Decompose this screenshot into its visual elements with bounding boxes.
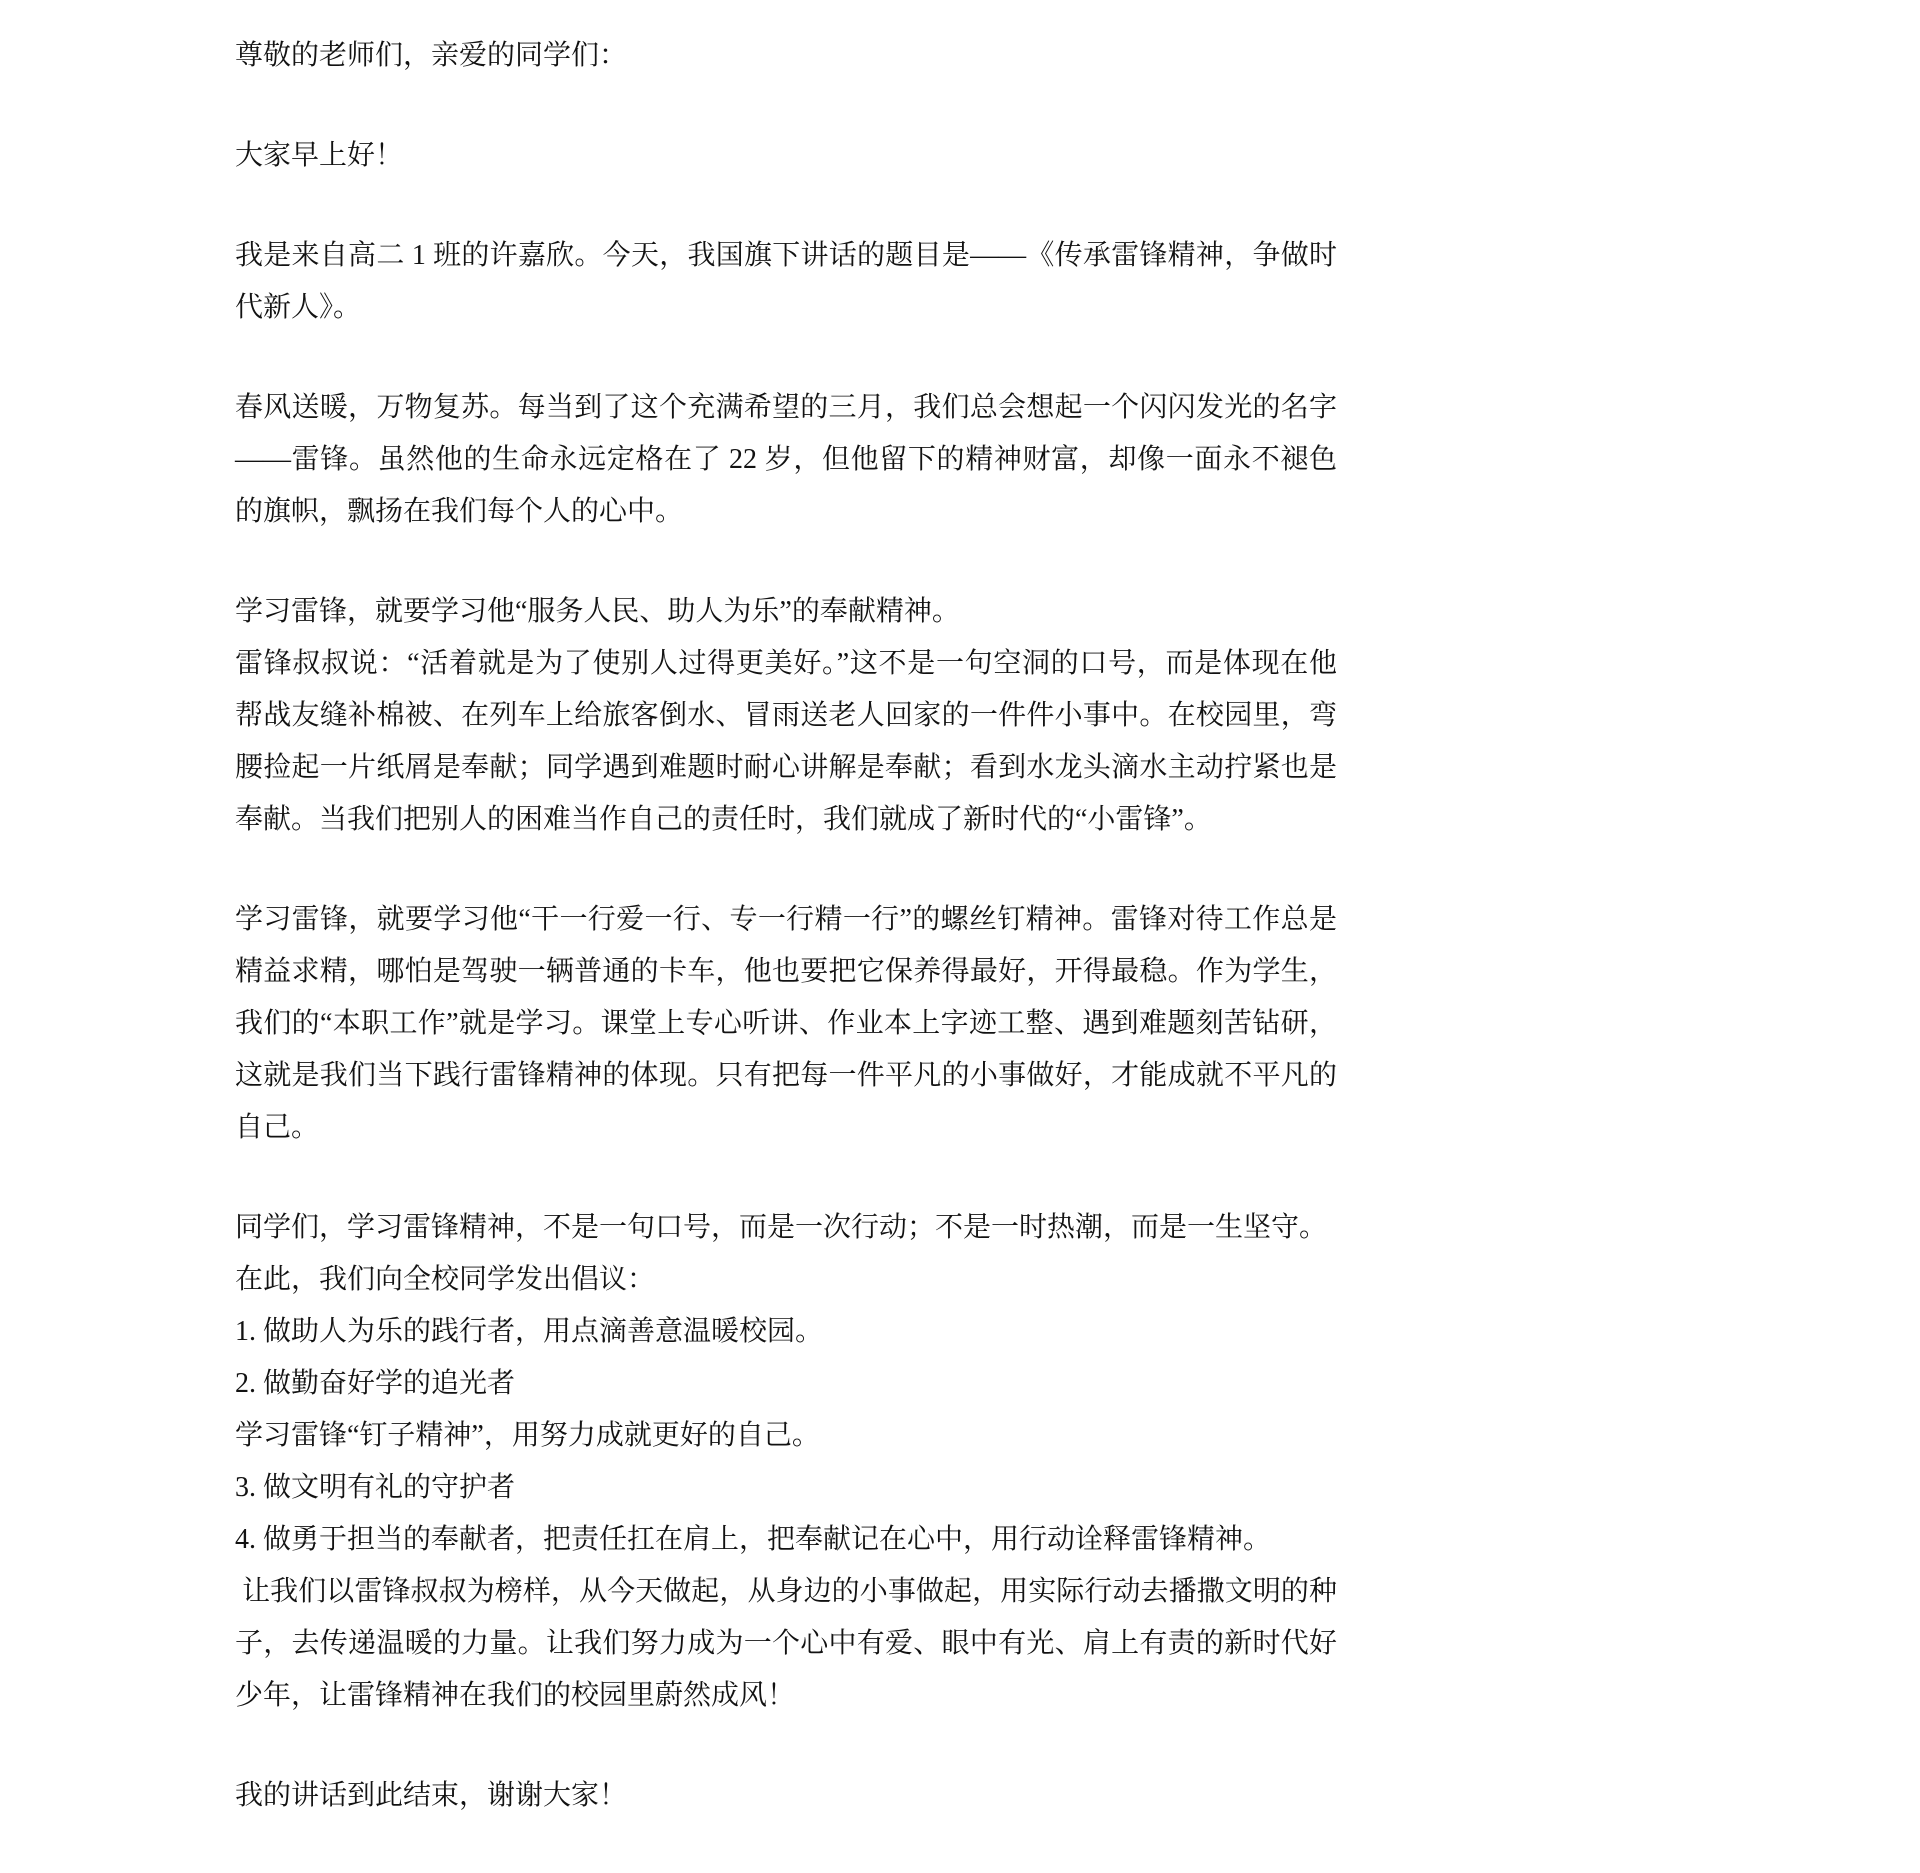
paragraph-text: 学习雷锋“钉子精神”，用努力成就更好的自己。 [235,1420,820,1451]
paragraph-text: 春风送暖，万物复苏。每当到了这个充满希望的三月，我们总会想起一个闪闪发光的名字——雷锋。虽然他的生命永远定格在了 22 岁，但他留下的精神财富，却像一面永不褪色的旗帜，飘扬在我们每个人的心中。 [235,392,1337,527]
paragraph-good-morning [235,130,1337,182]
paragraph-text: 雷锋叔叔说：“活着就是为了使别人过得更美好。”这不是一句空洞的口号，而是体现在他帮战友缝补棉被、在列车上给旅客倒水、冒雨送老人回家的一件件小事中。在校园里，弯腰捡起一片纸屑是奉献；同学遇到难题时耐心讲解是奉献；看到水龙头滴水主动拧紧也是奉献。当我们把别人的困难当作自己的责任时，我们就成了新时代的“小雷锋”。 [235,648,1337,835]
list-item-2: 2. 做勤奋好学的追光者 [235,1368,516,1399]
document-body [235,30,1337,1822]
paragraph-text: 我的讲话到此结束，谢谢大家！ [235,1780,628,1811]
paragraph-dedication-spirit [235,586,1337,846]
paragraph-text: 在此，我们向全校同学发出倡议： [235,1264,656,1295]
paragraph-proposal-list [235,1202,1337,1722]
paragraph-closing [235,1770,1337,1822]
list-item-3: 3. 做文明有礼的守护者 [235,1472,516,1503]
paragraph-text: 尊敬的老师们，亲爱的同学们： [235,40,628,71]
paragraph-spring-leifeng [235,382,1337,538]
paragraph-text: 学习雷锋，就要学习他“服务人民、助人为乐”的奉献精神。 [235,596,960,627]
paragraph-text: 让我们以雷锋叔叔为榜样，从今天做起，从身边的小事做起，用实际行动去播撒文明的种子，去传递温暖的力量。让我们努力成为一个心中有爱、眼中有光、肩上有责的新时代好少年，让雷锋精神在我们的校园里蔚然成风！ [235,1576,1337,1711]
paragraph-greeting [235,30,1337,82]
paragraph-text: 同学们，学习雷锋精神，不是一句口号，而是一次行动；不是一时热潮，而是一生坚守。 [235,1212,1328,1243]
paragraph-screw-spirit [235,894,1337,1154]
list-item-4: 4. 做勇于担当的奉献者，把责任扛在肩上，把奉献记在心中，用行动诠释雷锋精神。 [235,1524,1272,1555]
paragraph-text: 学习雷锋，就要学习他“干一行爱一行、专一行精一行”的螺丝钉精神。雷锋对待工作总是精益求精，哪怕是驾驶一辆普通的卡车，他也要把它保养得最好，开得最稳。作为学生，我们的“本职工作”就是学习。课堂上专心听讲、作业本上字迹工整、遇到难题刻苦钻研，这就是我们当下践行雷锋精神的体现。只有把每一件平凡的小事做好，才能成就不平凡的自己。 [235,904,1337,1143]
list-item-1: 1. 做助人为乐的践行者，用点滴善意温暖校园。 [235,1316,824,1347]
paragraph-text: 大家早上好！ [235,140,404,171]
paragraph-text: 我是来自高二 1 班的许嘉欣。今天，我国旗下讲话的题目是——《传承雷锋精神，争做时代新人》。 [235,240,1337,323]
paragraph-introduction [235,230,1337,334]
